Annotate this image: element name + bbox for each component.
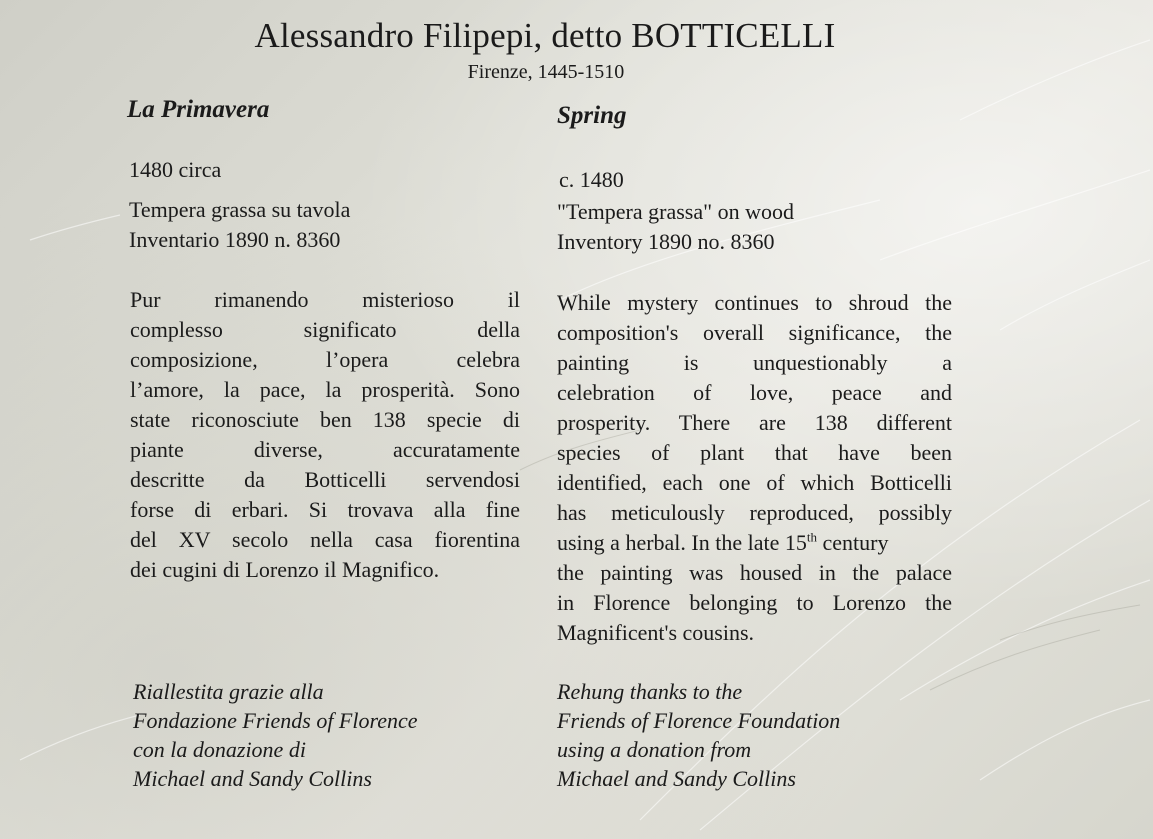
english-description-line: composition's overall significance, the	[557, 320, 952, 345]
english-credit-line: Michael and Sandy Collins	[557, 766, 796, 791]
italian-description-line: del XV secolo nella casa fiorentina	[130, 527, 520, 552]
italian-description-line: l’amore, la pace, la prosperità. Sono	[130, 377, 520, 402]
english-inventory: Inventory 1890 no. 8360	[557, 229, 775, 254]
ordinal-superscript: th	[806, 529, 817, 545]
italian-credit-line: con la donazione di	[133, 737, 306, 762]
english-credit	[557, 677, 840, 793]
english-description-line: has meticulously reproduced, possibly	[557, 500, 952, 525]
italian-credit-line: Michael and Sandy Collins	[133, 766, 372, 791]
italian-work-title: La Primavera	[127, 96, 270, 123]
english-description-line-tail: century	[817, 530, 889, 555]
english-credit-line: using a donation from	[557, 737, 752, 762]
italian-description-line: composizione, l’opera celebra	[130, 347, 520, 372]
english-description-line-century	[557, 528, 952, 558]
english-date: c. 1480	[559, 167, 624, 192]
italian-date: 1480 circa	[129, 157, 222, 182]
italian-credit-line: Riallestita grazie alla	[133, 679, 324, 704]
italian-description-line: Pur rimanendo misterioso il	[130, 287, 520, 312]
english-work-title: Spring	[557, 102, 627, 129]
italian-description-line: dei cugini di Lorenzo il Magnifico.	[130, 557, 440, 582]
italian-description-line: state riconosciute ben 138 specie di	[130, 407, 520, 432]
english-description-line-text: using a herbal. In the late 15	[557, 530, 807, 555]
english-description	[557, 288, 952, 648]
english-description-line: prosperity. There are 138 different	[557, 410, 952, 435]
english-medium: "Tempera grassa" on wood	[557, 199, 794, 224]
english-description-line: in Florence belonging to Lorenzo the	[557, 590, 952, 615]
english-description-line: the painting was housed in the palace	[557, 560, 952, 585]
english-credit-line: Friends of Florence Foundation	[557, 708, 841, 733]
italian-credit	[133, 677, 418, 793]
artist-place-dates: Firenze, 1445-1510	[467, 61, 625, 83]
english-description-line: identified, each one of which Botticelli	[557, 470, 952, 495]
italian-description	[130, 285, 520, 585]
english-description-line: While mystery continues to shroud the	[557, 290, 952, 315]
italian-description-line: complesso significato della	[130, 317, 520, 342]
italian-description-line: descritte da Botticelli servendosi	[130, 467, 520, 492]
italian-credit-line: Fondazione Friends of Florence	[133, 708, 418, 733]
italian-description-line: piante diverse, accuratamente	[130, 437, 520, 462]
english-description-line: painting is unquestionably a	[557, 350, 952, 375]
italian-medium: Tempera grassa su tavola	[129, 197, 351, 222]
italian-description-line: forse di erbari. Si trovava alla fine	[130, 497, 520, 522]
artist-name-heading: Alessandro Filipepi, detto BOTTICELLI	[254, 16, 836, 55]
italian-inventory: Inventario 1890 n. 8360	[129, 227, 341, 252]
english-description-line: celebration of love, peace and	[557, 380, 952, 405]
english-credit-line: Rehung thanks to the	[557, 679, 743, 704]
english-description-line: species of plant that have been	[557, 440, 952, 465]
english-description-line: Magnificent's cousins.	[557, 620, 755, 645]
